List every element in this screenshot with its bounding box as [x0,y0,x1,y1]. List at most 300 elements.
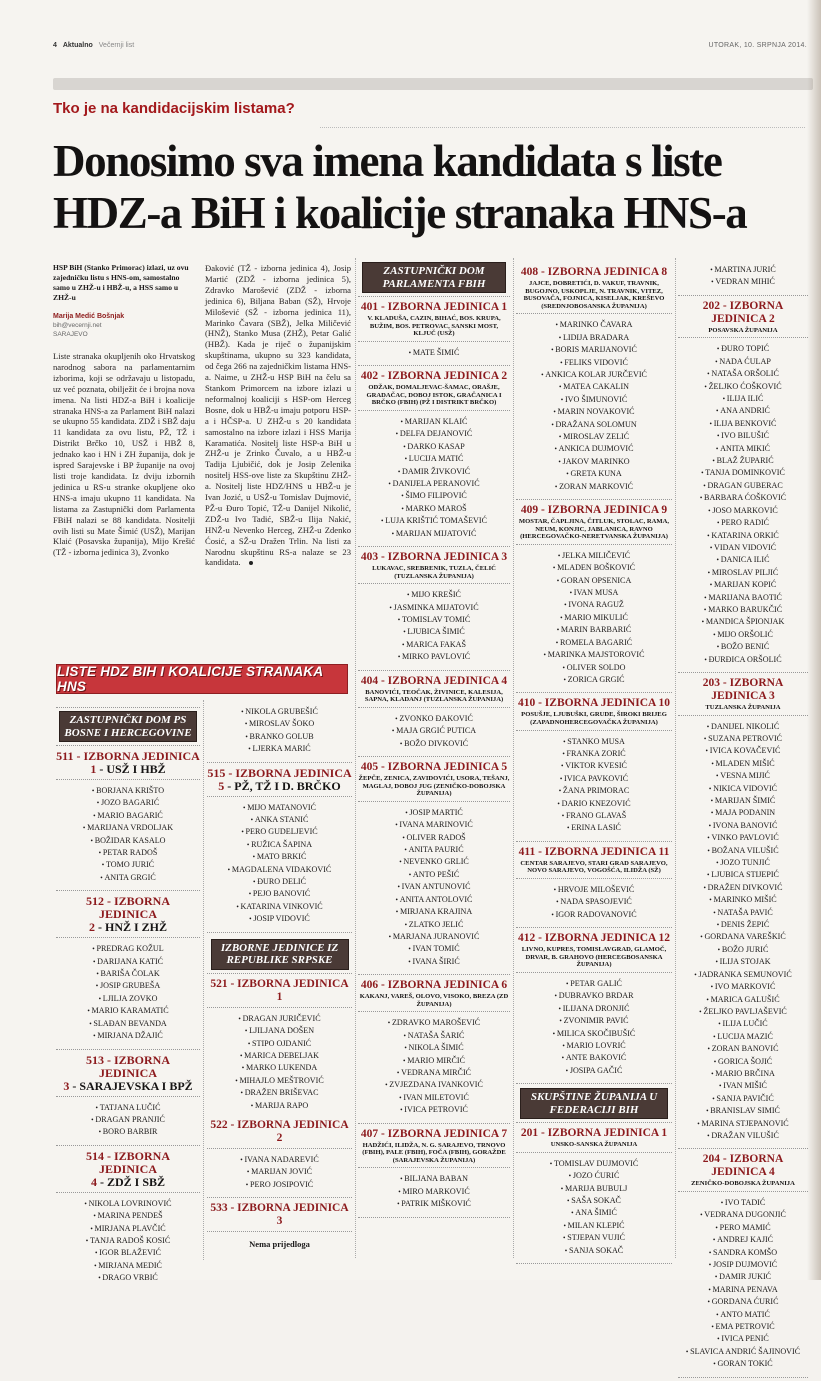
candidate-list [56,941,200,1045]
divider [358,1123,510,1124]
candidate-name: • MARIJAN MIJATOVIĆ [358,528,510,540]
ps-bih-header: ZASTUPNIČKI DOM PS BOSNE I HERCEGOVINE [59,711,197,742]
candidate-name: • PERO GUDELJEVIĆ [207,826,352,838]
candidate-name: • BOŽO BENIĆ [678,641,808,653]
candidate-name: • ZVONIMIR PAVIĆ [516,1015,672,1027]
candidate-name: • ĐURĐICA ORŠOLIĆ [678,654,808,666]
fbih-column-1 [358,262,510,1221]
author-email[interactable]: bih@vecernji.net [53,322,102,329]
candidate-name: • BILJANA BABAN [358,1173,510,1185]
candidate-name: • SANJA SOKAČ [516,1245,672,1257]
unit-514 [56,1150,200,1288]
divider [358,410,510,411]
article-deck: HSP BiH (Stanko Primorac) izlazi, uz ovu zajedničku listu s HNS-om, samostalno samo u ZHŽ-u i HBŽ-u, a HSS samo u ZHŽ-u [53,263,189,302]
candidate-name: • PREDRAG KOŽUL [56,943,200,955]
unit-region: LUKAVAC, SREBRENIK, TUZLA, ČELIĆ (TUZLANSKA ŽUPANIJA) [372,565,496,580]
unit-title: 512 - IZBORNA JEDINICA 2 - HNŽ I ZHŽ [85,894,170,935]
candidate-name: • ILIJA STOJAK [678,956,808,968]
candidate-name: • MARIO BRČINA [678,1068,808,1080]
unit-title: 401 - IZBORNA JEDINICA 1 [360,301,508,313]
candidate-name: • IVAN MILETOVIĆ [358,1092,510,1104]
candidate-list [207,1011,352,1115]
unit-title: 511 - IZBORNA JEDINICA 1 - USŽ I HBŽ [56,749,200,776]
candidate-name: • MARICA DEBELJAK [207,1050,352,1062]
divider [358,974,510,975]
unit-number: 408 [520,266,539,278]
divider [516,499,672,500]
unit-number: 412 [517,932,536,945]
unit-label: IZBORNA JEDINICA 7 [387,1127,508,1140]
candidate-name: • MANDICA ŠPIONJAK [678,616,808,628]
candidate-list [358,1171,510,1213]
candidate-name: • BORIS MARIJANOVIĆ [516,344,672,356]
candidate-name: • MARIN NOVAKOVIĆ [516,406,672,418]
candidate-name: • ANA ANDRIĆ [678,405,808,417]
candidate-name: • NADA ĆULAP [678,356,808,368]
kicker: Tko je na kandidacijskim listama? [53,100,295,117]
candidate-name: • GRETA KUNA [516,468,672,480]
candidate-name: • IVO ŠIMUNOVIĆ [516,394,672,406]
unit-title: 405 - IZBORNA JEDINICA 5 [360,761,508,774]
candidate-name: • ANTO PEŠIĆ [358,869,510,881]
candidate-name: • MIJO MATANOVIĆ [207,802,352,814]
candidate-name: • STANKO MUSA [516,736,672,748]
candidate-name: • NATAŠA ŠARIĆ [358,1030,510,1042]
candidate-name: • PERO JOSIPOVIĆ [207,1179,352,1191]
unit-region: V. KLADUŠA, CAZIN, BIHAĆ, BOS. KRUPA, BUŽIM, BOS. PETROVAC, SANSKI MOST, KLJUČ (USŽ) [367,315,501,338]
unit-label: IZBORNA JEDINICA 3 [237,1202,349,1228]
end-mark-icon [249,561,253,565]
divider [207,1148,352,1149]
candidate-name: • JELKA MILIČEVIĆ [516,550,672,562]
unit-number: 514 [85,1148,104,1163]
candidate-name: • DANIJELA PERANOVIĆ [358,478,510,490]
candidate-name: • BARBARA ĆOŠKOVIĆ [678,492,808,504]
divider [516,313,672,314]
candidate-name: • JAKOV MARINKO [516,456,672,468]
candidate-name: • ZORICA GRGIĆ [516,674,672,686]
unit-number: 515 [207,765,226,780]
unit-label: IZBORNA JEDINICA 1 [547,1127,668,1140]
divider [207,762,352,763]
candidate-name: • SAŠA SOKAČ [516,1195,672,1207]
divider [516,692,672,693]
unit-title: 521 - IZBORNA JEDINICA 1 [210,977,349,1003]
unit-subnumber: 1 [90,762,97,776]
candidate-name: • JOSIP DUJMOVIĆ [678,1259,808,1271]
candidate-name: • BOŽO DIVKOVIĆ [358,738,510,750]
candidate-name: • JOSIP MARTIĆ [358,807,510,819]
unit-511 [56,750,200,891]
candidate-name: • PERO RADIĆ [678,517,808,529]
candidate-name: • IVICA PAVKOVIĆ [516,773,672,785]
unit-region: HNŽ I ZHŽ [104,920,167,935]
candidate-name: • IVONA RAGUŽ [516,599,672,611]
candidate-name: • MARIJANA VRDOLJAK [56,822,200,834]
unit-203 [678,677,808,1149]
unit-number: 533 [210,1202,228,1215]
unit-region: MOSTAR, ČAPLJINA, ČITLUK, STOLAC, RAMA, NEUM, KONJIC, JABLANICA, RAVNO (HERCEGOVAČKO-NERETVANSKA ŽUPANIJA) [518,518,670,541]
unit-region: POSAVSKA ŽUPANIJA [708,326,778,334]
candidate-name: • NIKOLA ŠIMIĆ [358,1042,510,1054]
candidate-name: • MIHAJLO MEŠTROVIĆ [207,1075,352,1087]
unit-label: IZBORNA JEDINICA 2 [387,370,508,383]
column-divider [203,700,204,1260]
candidate-name: • MATO BRKIĆ [207,851,352,863]
fbih-column-2 [516,262,672,1267]
unit-411 [516,846,672,928]
byline [53,312,195,339]
unit-number: 513 [85,1052,104,1067]
divider [358,756,510,757]
divider [516,927,672,928]
divider [516,1122,672,1123]
candidate-name: • TOMO JURIĆ [56,859,200,871]
unit-title: 203 - IZBORNA JEDINICA 3 [702,676,784,702]
candidate-name: • PATRIK MIŠKOVIĆ [358,1198,510,1210]
candidate-name: • OLIVER SOLDO [516,662,672,674]
divider [678,672,808,673]
candidate-name: • ANTO MATIĆ [678,1309,808,1321]
candidate-name: • MARIJAN KLAIĆ [358,416,510,428]
unit-subnumber: 4 [90,1174,97,1189]
candidate-name: • ANKA STANIĆ [207,814,352,826]
unit-subnumber: 3 [63,1078,70,1093]
divider [358,1167,510,1168]
divider [56,779,200,780]
divider [678,1148,808,1149]
unit-515 [207,767,352,933]
candidate-list [516,548,672,689]
candidate-name: • ŽANA PRIMORAC [516,785,672,797]
divider [358,583,510,584]
candidate-name: • IGOR RADOVANOVIĆ [516,909,672,921]
candidate-name: • IVAN MUSA [516,587,672,599]
unit-region: ŽEPČE, ZENICA, ZAVIDOVIĆI, USORA, TEŠANJ, MAGLAJ, DOBOJ JUG (ZENIČKO-DOBOJSKA ŽUPANIJA) [358,775,510,798]
ps-bih-rs-column [207,704,352,1253]
candidate-name: • PEJO BANOVIĆ [207,888,352,900]
candidate-name: • LUJA KRIŠTIĆ TOMAŠEVIĆ [358,515,510,527]
candidate-name: • JOSIP VIDOVIĆ [207,913,352,925]
fbih-units-group [358,301,510,1218]
unit-label: IZBORNA JEDINICA 4 [711,1153,784,1179]
candidate-name: • IVONA BANOVIĆ [678,820,808,832]
candidate-name: • MILAN KLEPIĆ [516,1220,672,1232]
header-band [53,78,813,90]
candidate-name: • ANTE BAKOVIĆ [516,1052,672,1064]
unit-subnumber: 2 [88,920,95,935]
divider [56,890,200,891]
candidate-name: • MARINKO ČAVARA [516,319,672,331]
candidate-name: • ANITA MIKIĆ [678,443,808,455]
candidate-name: • BRANKO GOLUB [207,731,352,743]
divider [56,745,200,746]
unit-number: 402 [360,370,379,383]
unit-label: IZBORNA JEDINICA 2 [237,1118,349,1144]
unit-region: CENTAR SARAJEVO, STARI GRAD SARAJEVO, NOVO SARAJEVO, VOGOŠĆA, ILIDŽA (SŽ) [520,859,668,875]
candidate-name: • VIKTOR KVESIĆ [516,760,672,772]
unit-region: HADŽIĆI, ILIDŽA, N. G. SARAJEVO, TRNOVO (FBIH), PALE (FBIH), FOČA (FBIH), GORAŽDE (SARAJEVSKA ŽUPANIJA) [362,1141,506,1164]
candidate-name: • BOŽIDAR KASALO [56,835,200,847]
unit-region: ZENIČKO-DOBOJSKA ŽUPANIJA [691,1180,795,1188]
candidate-name: • ILIJA ILIĆ [678,393,808,405]
unit-label: IZBORNA JEDINICA [98,894,170,922]
candidate-name: • MAJA PODANIN [678,807,808,819]
candidate-name: • ANITA GRGIĆ [56,872,200,884]
candidate-name: • ANA ŠIMIĆ [516,1207,672,1219]
unit-label: IZBORNA JEDINICA 1 [387,301,508,313]
candidate-name: • DANICA ILIĆ [678,554,808,566]
candidate-name: • MARKO BARUKČIĆ [678,604,808,616]
candidate-name: • IVAN MIŠIĆ [678,1080,808,1092]
unit-region: PŽ, TŽ I D. BRČKO [234,778,341,793]
zupanije-header: SKUPŠTINE ŽUPANIJA U FEDERACIJI BIH [520,1088,668,1119]
candidate-name: • IVICA KOVAČEVIĆ [678,745,808,757]
candidate-name: • IVANA NADAREVIĆ [207,1154,352,1166]
unit-number: 203 [702,676,720,689]
headline: Donosimo sva imena kandidata s liste HDZ-a BiH i koalicije stranaka HNS-a [53,136,747,238]
candidate-name: • MAJA GRGIĆ PUTICA [358,725,510,737]
divider [358,707,510,708]
unit-409 [516,504,672,693]
unit-number: 401 [360,301,379,313]
candidate-name: • ĐURO TOPIĆ [678,343,808,355]
unit-title: 533 - IZBORNA JEDINICA 3 [210,1202,349,1228]
candidate-name: • ANKICA KOLAR JURČEVIĆ [516,369,672,381]
lists-banner-text: LISTE HDZ BIH I KOALICIJE STRANAKA HNS [57,664,323,694]
divider [56,707,200,708]
ps-bih-column [56,704,200,1288]
candidate-name: • MARIO BAGARIĆ [56,810,200,822]
unit-title: 402 - IZBORNA JEDINICA 2 [360,370,508,383]
candidate-list [56,783,200,887]
divider [516,878,672,879]
candidate-name: • ZVJEZDANA IVANKOVIĆ [358,1079,510,1091]
article-body-2-text: Đaković (TŽ - izborna jedinica 4), Josip Martić (ZDŽ - izborna jedinica 5), Zdravko Marošević (ZDŽ - izborna jedinica 6), Biljana Baban (SŽ), Hrvoje Milošević (SŽ - izborna jedinica 11), Marinko Čavara (SBŽ), Jelka Miličević (HNŽ), Stanko Musa (ZHŽ), Petar Galić (HBŽ). Kada je riječ o županijskim skupštinama, ukupno su 323 kandidata, od čega 266 na zajedničkim listama HNS-a. Naime, u ZHŽ-u HSP BiH na čelu sa Stankom Primorcem na izbore izlazi u neformalnoj koaliciji s HSP-om Herceg Bosne, dok u HBŽ-u imaju potporu HSP-a i HČSP-a. U ZHŽ-u s 20 kandidata samostalno na izbore izlazi i HSS Marija Karamatića. Nositelj liste HSP-a BiH u ZHŽ-u je Zrinko Čuvalo, a u HBŽ-u Tadija Ljubičić, dok je Josip Zelenika nositelj HSS-ove liste za Skupštinu ZHŽ-a. Nositelj liste HDZ/HNS u HBŽ-u je Ivan Jozić, u USŽ-u Tomislav Dujmović, PŽ-u Đuro Topić, TŽ-u Danijel Nikolić, ZDŽ-u Ivo Tadić, SBŽ-u Ilija Nakić, HNŽ-u Nevenko Herceg, ZHŽ-u Zdenko Ćosić, a SŽ-u Dražen Trlin. Na listi za Narodnu skupštinu RS-a nalaze se 23 kandidata. [205,263,351,568]
unit-412 [516,932,672,1084]
unit-402 [358,370,510,547]
candidate-name: • ZDRAVKO MAROŠEVIĆ [358,1017,510,1029]
candidate-name: • GORAN OPSENICA [516,575,672,587]
candidate-name: • JOSIP GRUBEŠA [56,980,200,992]
candidate-list [678,719,808,1146]
candidate-name: • NIKOLA LOVRINOVIĆ [56,1198,200,1210]
unit-region: TUZLANSKA ŽUPANIJA [705,703,781,711]
unit-title: 403 - IZBORNA JEDINICA 3 [360,551,508,564]
unit-number: 409 [520,504,539,517]
divider [358,801,510,802]
candidate-name: • MARIO MIRČIĆ [358,1055,510,1067]
kicker-divider [320,127,805,128]
article-body-2 [205,263,351,568]
unit-title: 406 - IZBORNA JEDINICA 6 [360,979,508,992]
candidate-name: • ILIJANA DRONJIĆ [516,1003,672,1015]
candidate-name: • DRAŽEN DIVKOVIĆ [678,882,808,894]
candidate-name: • MARIO LOVRIĆ [516,1040,672,1052]
page-header [53,42,813,56]
unit-label: IZBORNA JEDINICA [98,1052,170,1080]
unit-number: 403 [360,551,379,564]
candidate-name: • DRAŽAN VILUŠIĆ [678,1130,808,1142]
candidate-list [358,345,510,362]
divider [516,841,672,842]
divider [358,341,510,342]
candidate-name: • MIRJANA MEDIĆ [56,1260,200,1272]
candidate-name: • MILICA SKOČIBUŠIĆ [516,1028,672,1040]
unit-number: 201 [520,1127,539,1140]
candidate-name: • DELFA DEJANOVIĆ [358,428,510,440]
candidate-list [516,976,672,1080]
candidate-name: • IVICA PENIĆ [678,1333,808,1345]
candidate-name: • PETAR GALIĆ [516,978,672,990]
candidate-name: • MARINKA MAJSTOROVIĆ [516,649,672,661]
unit-title: 410 - IZBORNA JEDINICA 10 [517,697,671,710]
candidate-name: • MIROSLAV ŠOKO [207,718,352,730]
divider [56,937,200,938]
lists-banner [56,664,348,694]
candidate-name: • DRAŽANA SOLOMUN [516,419,672,431]
candidate-name: • MARIJAN KOPIĆ [678,579,808,591]
candidate-name: • DARIJANA KATIĆ [56,956,200,968]
divider [358,296,510,297]
candidate-name: • SANDRA KOMŠO [678,1247,808,1259]
candidate-name: • MARIJAN JOVIĆ [207,1166,352,1178]
divider [358,670,510,671]
candidate-name: • TATJANA LUČIĆ [56,1102,200,1114]
unit-label: IZBORNA JEDINICA 10 [544,697,671,710]
candidate-name: • IVANA MARINOVIĆ [358,819,510,831]
candidate-list [516,1156,672,1260]
divider [516,1152,672,1153]
candidate-name: • MATE ŠIMIĆ [358,347,510,359]
unit-label: IZBORNA JEDINICA 12 [544,932,671,945]
candidate-name: • MARINKO MIŠIĆ [678,894,808,906]
candidate-list [678,1195,808,1374]
candidate-name: • IVO BILUŠIĆ [678,430,808,442]
unit-label: IZBORNA JEDINICA [98,1148,170,1176]
unit-512 [56,895,200,1049]
candidate-name: • JOZO BAGARIĆ [56,797,200,809]
unit-521 [207,978,352,1115]
unit-number: 411 [518,845,536,858]
column-divider [675,258,676,1258]
unit-title: 201 - IZBORNA JEDINICA 1 [520,1127,668,1140]
candidate-list [516,882,672,924]
candidate-list [56,1100,200,1142]
candidate-list [358,805,510,971]
candidate-name: • ZORAN BANOVIĆ [678,1043,808,1055]
divider [678,715,808,716]
unit-number: 522 [210,1118,228,1131]
candidate-name: • VEDRANA DUGONJIĆ [678,1209,808,1221]
candidate-name: • MAGDALENA VIDAKOVIĆ [207,864,352,876]
article-column-2 [205,263,351,568]
divider [56,1145,200,1146]
unit-label: IZBORNA JEDINICA 5 [387,761,508,774]
candidate-name: • ĐURO DELIĆ [207,876,352,888]
divider [207,932,352,933]
candidate-name: • ZLATKO JELIĆ [358,919,510,931]
candidate-name: • VIDAN VIDOVIĆ [678,542,808,554]
candidate-name: • HRVOJE MILOŠEVIĆ [516,884,672,896]
candidate-list-continued [678,262,808,292]
candidate-name: • BLAŽ ŽUPARIĆ [678,455,808,467]
candidate-list [678,341,808,669]
candidate-name: • VEDRANA MIRČIĆ [358,1067,510,1079]
candidate-name: • GORICA ŠOJIĆ [678,1056,808,1068]
unit-522 [207,1119,352,1198]
unit-404 [358,675,510,757]
candidate-name: • SANJA PAVIČIĆ [678,1093,808,1105]
candidate-name: • PERO MAMIĆ [678,1222,808,1234]
zupanije-units-group [678,300,808,1378]
candidate-name: • ILIJA BENKOVIĆ [678,418,808,430]
unit-region: JAJCE, DOBRETIĆI, D. VAKUF, TRAVNIK, BUGOJNO, USKOPLJE, N. TRAVNIK, VITEZ, BUSOVAČA, FOJNICA, KISELJAK, KREŠEVO (SREDNJOBOSANSKA ŽUPANIJA) [523,280,665,310]
candidate-name: • MIROSLAV PILJIĆ [678,567,808,579]
candidate-name: • MIRJANA DŽAJIĆ [56,1030,200,1042]
candidate-name: • JOZO TUNJIĆ [678,857,808,869]
unit-label: IZBORNA JEDINICA 4 [387,674,508,687]
unit-title: 409 - IZBORNA JEDINICA 9 [520,504,668,517]
unit-number: 406 [360,979,379,992]
candidate-name: • BRANISLAV SIMIĆ [678,1105,808,1117]
candidate-name: • DUBRAVKO BRDAR [516,990,672,1002]
candidate-name: • LJERKA MARIĆ [207,743,352,755]
candidate-name: • MIRO MARKOVIĆ [358,1186,510,1198]
candidate-name: • MARIJAN ŠIMIĆ [678,795,808,807]
candidate-name: • LUCIJA MATIĆ [358,453,510,465]
unit-label: IZBORNA JEDINICA 9 [547,504,668,517]
candidate-name: • MIRKO PAVLOVIĆ [358,651,510,663]
candidate-name: • ŠIMO FILIPOVIĆ [358,490,510,502]
divider [207,1197,352,1198]
candidate-name: • MARJANA JURANOVIĆ [358,931,510,943]
zupanije-units-group [516,1127,672,1264]
candidate-name: • OLIVER RADOŠ [358,832,510,844]
candidate-name: • ANITA ANTOLOVIĆ [358,894,510,906]
unit-label: IZBORNA JEDINICA [83,749,200,763]
candidate-list [56,1196,200,1288]
unit-region: UNSKO-SANSKA ŽUPANIJA [550,1141,638,1149]
unit-number: 407 [360,1127,379,1140]
candidate-name: • NEVENKO GRLIĆ [358,856,510,868]
unit-number: 202 [702,299,720,312]
candidate-name: • ANKICA DUJMOVIĆ [516,443,672,455]
divider [207,796,352,797]
candidate-name: • LIDIJA BRADARA [516,332,672,344]
divider [678,337,808,338]
publication-name: Večernji list [98,42,135,49]
candidate-name: • SLAVICA ANDRIĆ ŠAJINOVIĆ [678,1346,808,1358]
unit-403 [358,551,510,671]
unit-label: IZBORNA JEDINICA 2 [711,299,784,325]
candidate-name: • PETAR RADOŠ [56,847,200,859]
candidate-name: • JOSIPA GAČIĆ [516,1065,672,1077]
divider [358,1217,510,1218]
unit-title: 411 - IZBORNA JEDINICA 11 [518,845,670,858]
unit-407 [358,1128,510,1218]
divider [358,365,510,366]
author-name: Marija Medić Bošnjak [53,313,125,320]
candidate-name: • NADA SPASOJEVIĆ [516,896,672,908]
candidate-name: • TANJA RADOŠ KOSIĆ [56,1235,200,1247]
page-fold-shadow [807,0,821,1280]
candidate-name: • MARIN BARBARIĆ [516,624,672,636]
divider [358,1011,510,1012]
candidate-name: • MIRJANA PLAVČIĆ [56,1223,200,1235]
candidate-name: • MARINA STJEPANOVIĆ [678,1118,808,1130]
dateline-city: SARAJEVO [53,331,88,338]
